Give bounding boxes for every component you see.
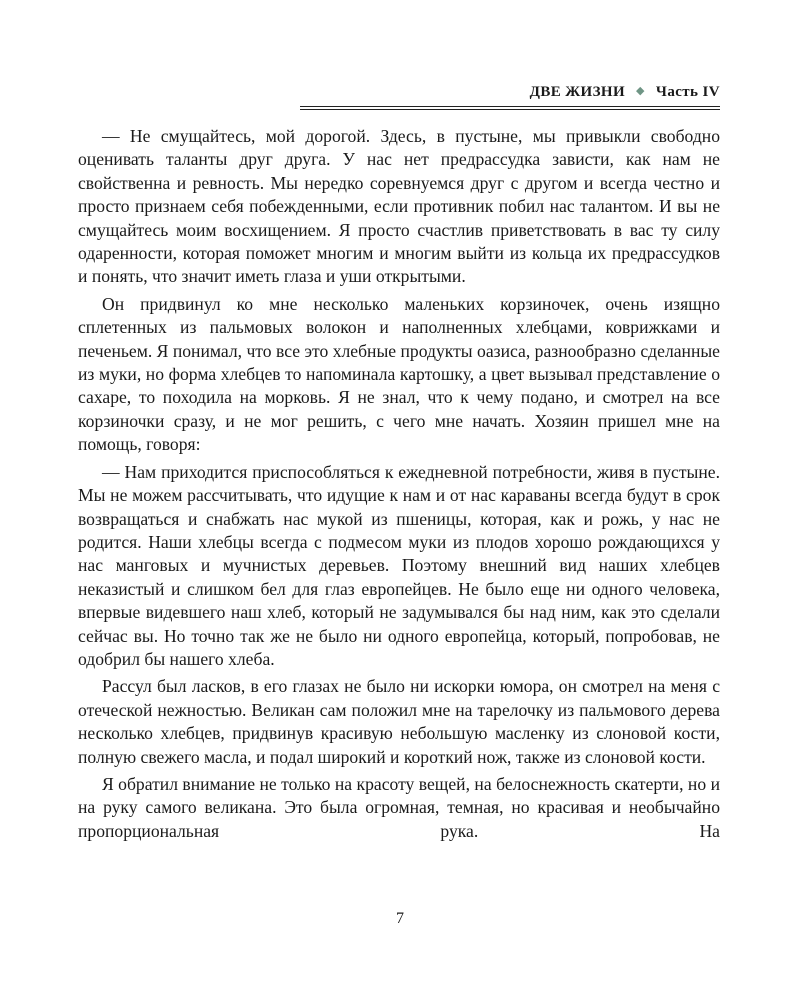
paragraph: Я обратил внимание не только на красоту вещей, на белоснежность скатерти, но и на руку самого великана. Это была огромная, темная, но красивая и необычайно пропорциональная рука. На <box>78 773 720 841</box>
diamond-separator-icon: ◆ <box>636 85 645 97</box>
running-header <box>300 84 720 101</box>
body-text <box>78 125 720 843</box>
header-rule-secondary <box>300 109 720 110</box>
paragraph: Рассул был ласков, в его глазах не было ни искорки юмора, он смотрел на меня с отеческой нежностью. Великан сам положил мне на тарелочку из пальмового дерева несколько хлебцев, придвинув красивую небольшую масленку из слоновой кости, полную свежего масла, и подал широкий и короткий нож, также из слоновой кости. <box>78 676 720 767</box>
book-title: ДВЕ ЖИЗНИ <box>529 84 626 100</box>
paragraph: — Не смущайтесь, мой дорогой. Здесь, в пустыне, мы привыкли свободно оценивать таланты друг друга. У нас нет предрассудка зависти, как нам не свойственна и ревность. Мы нередко соревнуемся друг с другом и всегда честно и просто признаем себя побежденными, если противник побил нас талантом. И вы не смущайтесь моим восхищением. Я просто счастлив приветствовать в вас ту силу одаренности, которая поможет многим и многим выйти из кольца их предрассудков и понять, что значит иметь глаза и уши открытыми. <box>78 126 720 287</box>
part-label: Часть IV <box>655 84 720 100</box>
header-rule <box>300 106 720 107</box>
page-number: 7 <box>396 910 404 927</box>
paragraph: — Нам приходится приспособляться к ежедневной потребности, живя в пустыне. Мы не можем рассчитывать, что идущие к нам и от нас караваны всегда будут в срок возвращаться и снабжать нас мукой из пшеницы, которая, как и рожь, у нас не родится. Наши хлебцы всегда с подмесом муки из плодов хорошо рождающихся у нас манговых и мучнистых деревьев. Поэтому внешний вид наших хлебцев неказистый и слишком бел для глаз европейцев. Не было еще ни одного человека, впервые видевшего наш хлеб, который не задумывался бы над ним, как это сделали сейчас вы. Но точно так же не было ни одного европейца, который, попробовав, не одобрил бы нашего хлеба. <box>78 461 720 669</box>
paragraph: Он придвинул ко мне несколько маленьких корзиночек, очень изящно сплетенных из пальмовых волокон и наполненных хлебцами, коврижками и печеньем. Я понимал, что все это хлебные продукты оазиса, разнообразно сделанные из муки, но форма хлебцев то напоминала картошку, а цвет вызывал представление о сахаре, то походила на морковь. Я не знал, что к чему подано, и смотрел на все корзиночки сразу, и не мог решить, с чего мне начать. Хозяин пришел мне на помощь, говоря: <box>78 293 720 455</box>
